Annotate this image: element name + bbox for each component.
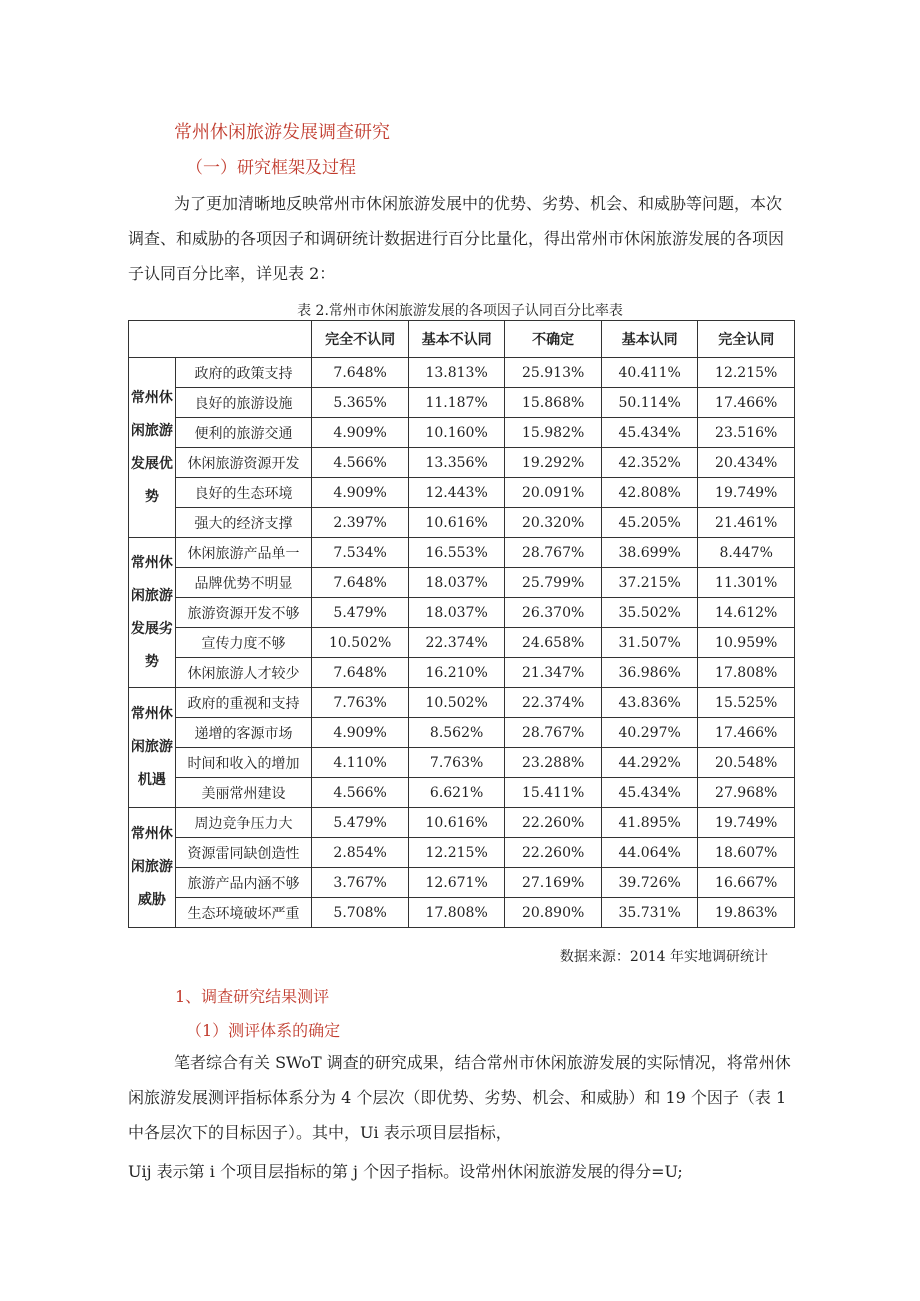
table-row [129, 508, 795, 538]
value-cell: 7.763% [408, 748, 505, 778]
value-cell: 10.502% [408, 688, 505, 718]
value-cell: 15.868% [505, 388, 602, 418]
intro-paragraph: 为了更加清晰地反映常州市休闲旅游发展中的优势、劣势、机会、和威胁等问题，本次调查、和威胁的各项因子和调研统计数据进行百分比量化，得出常州市休闲旅游发展的各项因子认同百分比率，详见表 2： [128, 194, 785, 283]
group-label: 常州休闲旅游机遇 [129, 688, 176, 808]
value-cell: 7.763% [312, 688, 409, 718]
value-cell: 50.114% [601, 388, 698, 418]
table-row [129, 598, 795, 628]
value-cell: 10.959% [698, 628, 795, 658]
factor-cell: 休闲旅游资源开发 [175, 448, 312, 478]
value-cell: 43.836% [601, 688, 698, 718]
table-row [129, 628, 795, 658]
value-cell: 4.566% [312, 448, 409, 478]
value-cell: 27.169% [505, 868, 602, 898]
table-header-blank [129, 321, 312, 358]
table-row [129, 778, 795, 808]
factor-cell: 生态环境破坏严重 [175, 898, 312, 928]
formula-line: Uij 表示第 i 个项目层指标的第 j 个因子指标。设常州休闲旅游发展的得分=U; [128, 1162, 683, 1181]
value-cell: 20.548% [698, 748, 795, 778]
value-cell: 21.461% [698, 508, 795, 538]
section-1-heading: 1、调查研究结果测评 [175, 987, 330, 1006]
value-cell: 8.447% [698, 538, 795, 568]
value-cell: 20.091% [505, 478, 602, 508]
value-cell: 4.909% [312, 478, 409, 508]
value-cell: 5.479% [312, 808, 409, 838]
column-header: 基本不认同 [408, 321, 505, 358]
value-cell: 12.671% [408, 868, 505, 898]
value-cell: 41.895% [601, 808, 698, 838]
value-cell: 25.799% [505, 568, 602, 598]
value-cell: 4.566% [312, 778, 409, 808]
column-header: 不确定 [505, 321, 602, 358]
value-cell: 22.260% [505, 838, 602, 868]
value-cell: 10.616% [408, 808, 505, 838]
group-label: 常州休闲旅游发展优势 [129, 358, 176, 538]
value-cell: 17.466% [698, 718, 795, 748]
factor-cell: 便利的旅游交通 [175, 418, 312, 448]
value-cell: 4.909% [312, 718, 409, 748]
value-cell: 35.731% [601, 898, 698, 928]
table-row [129, 358, 795, 388]
table-row [129, 418, 795, 448]
factor-cell: 良好的旅游设施 [175, 388, 312, 418]
value-cell: 21.347% [505, 658, 602, 688]
factor-cell: 资源雷同缺创造性 [175, 838, 312, 868]
value-cell: 5.708% [312, 898, 409, 928]
factor-cell: 旅游资源开发不够 [175, 598, 312, 628]
value-cell: 42.808% [601, 478, 698, 508]
factor-cell: 时间和收入的增加 [175, 748, 312, 778]
factor-cell: 周边竞争压力大 [175, 808, 312, 838]
value-cell: 18.037% [408, 568, 505, 598]
table-row [129, 538, 795, 568]
data-source-note: 数据来源：2014 年实地调研统计 [559, 949, 768, 965]
factor-cell: 美丽常州建设 [175, 778, 312, 808]
value-cell: 28.767% [505, 538, 602, 568]
value-cell: 31.507% [601, 628, 698, 658]
value-cell: 20.434% [698, 448, 795, 478]
value-cell: 20.890% [505, 898, 602, 928]
value-cell: 20.320% [505, 508, 602, 538]
section-heading: （一）研究框架及过程 [186, 158, 356, 178]
value-cell: 4.909% [312, 418, 409, 448]
value-cell: 6.621% [408, 778, 505, 808]
value-cell: 7.648% [312, 658, 409, 688]
table-row [129, 448, 795, 478]
value-cell: 17.466% [698, 388, 795, 418]
value-cell: 18.037% [408, 598, 505, 628]
value-cell: 16.553% [408, 538, 505, 568]
table-row [129, 718, 795, 748]
value-cell: 19.292% [505, 448, 602, 478]
table-row [129, 388, 795, 418]
value-cell: 3.767% [312, 868, 409, 898]
factor-cell: 品牌优势不明显 [175, 568, 312, 598]
value-cell: 14.612% [698, 598, 795, 628]
table-row [129, 748, 795, 778]
value-cell: 23.516% [698, 418, 795, 448]
value-cell: 16.210% [408, 658, 505, 688]
value-cell: 28.767% [505, 718, 602, 748]
value-cell: 2.397% [312, 508, 409, 538]
column-header: 基本认同 [601, 321, 698, 358]
value-cell: 15.411% [505, 778, 602, 808]
factor-cell: 递增的客源市场 [175, 718, 312, 748]
value-cell: 35.502% [601, 598, 698, 628]
value-cell: 7.648% [312, 568, 409, 598]
table-row [129, 868, 795, 898]
value-cell: 19.749% [698, 808, 795, 838]
value-cell: 22.374% [505, 688, 602, 718]
column-header: 完全不认同 [312, 321, 409, 358]
value-cell: 11.187% [408, 388, 505, 418]
table-header-row [129, 321, 795, 358]
value-cell: 7.534% [312, 538, 409, 568]
value-cell: 27.968% [698, 778, 795, 808]
value-cell: 25.913% [505, 358, 602, 388]
value-cell: 44.292% [601, 748, 698, 778]
value-cell: 17.808% [408, 898, 505, 928]
value-cell: 23.288% [505, 748, 602, 778]
value-cell: 5.479% [312, 598, 409, 628]
table-row [129, 808, 795, 838]
value-cell: 10.616% [408, 508, 505, 538]
table-row [129, 478, 795, 508]
group-label: 常州休闲旅游威胁 [129, 808, 176, 928]
factor-cell: 政府的政策支持 [175, 358, 312, 388]
value-cell: 36.986% [601, 658, 698, 688]
system-paragraph: 笔者综合有关 SWoT 调查的研究成果，结合常州市休闲旅游发展的实际情况，将常州休闲旅游发展测评指标体系分为 4 个层次（即优势、劣势、机会、和威胁）和 19 个因子（表 1 中各层次下的目标因子）。其中，Ui 表示项目层指标， [128, 1053, 791, 1142]
document-title: 常州休闲旅游发展调查研究 [174, 122, 390, 143]
value-cell: 45.434% [601, 778, 698, 808]
group-label: 常州休闲旅游发展劣势 [129, 538, 176, 688]
table-row [129, 898, 795, 928]
value-cell: 42.352% [601, 448, 698, 478]
value-cell: 12.443% [408, 478, 505, 508]
value-cell: 45.434% [601, 418, 698, 448]
table-row [129, 838, 795, 868]
factor-percentage-table [128, 320, 795, 928]
value-cell: 16.667% [698, 868, 795, 898]
value-cell: 40.297% [601, 718, 698, 748]
value-cell: 44.064% [601, 838, 698, 868]
column-header: 完全认同 [698, 321, 795, 358]
value-cell: 4.110% [312, 748, 409, 778]
factor-cell: 休闲旅游产品单一 [175, 538, 312, 568]
value-cell: 22.260% [505, 808, 602, 838]
value-cell: 18.607% [698, 838, 795, 868]
value-cell: 38.699% [601, 538, 698, 568]
table-caption: 表 2.常州市休闲旅游发展的各项因子认同百分比率表 [297, 303, 623, 319]
value-cell: 40.411% [601, 358, 698, 388]
value-cell: 10.502% [312, 628, 409, 658]
factor-cell: 政府的重视和支持 [175, 688, 312, 718]
factor-cell: 旅游产品内涵不够 [175, 868, 312, 898]
factor-cell: 休闲旅游人才较少 [175, 658, 312, 688]
table-row [129, 568, 795, 598]
factor-cell: 良好的生态环境 [175, 478, 312, 508]
value-cell: 17.808% [698, 658, 795, 688]
value-cell: 10.160% [408, 418, 505, 448]
value-cell: 13.813% [408, 358, 505, 388]
value-cell: 15.525% [698, 688, 795, 718]
value-cell: 15.982% [505, 418, 602, 448]
value-cell: 7.648% [312, 358, 409, 388]
value-cell: 12.215% [698, 358, 795, 388]
value-cell: 24.658% [505, 628, 602, 658]
value-cell: 19.749% [698, 478, 795, 508]
value-cell: 45.205% [601, 508, 698, 538]
table-row [129, 688, 795, 718]
value-cell: 12.215% [408, 838, 505, 868]
factor-cell: 宣传力度不够 [175, 628, 312, 658]
value-cell: 13.356% [408, 448, 505, 478]
table-row [129, 658, 795, 688]
value-cell: 5.365% [312, 388, 409, 418]
value-cell: 19.863% [698, 898, 795, 928]
value-cell: 2.854% [312, 838, 409, 868]
factor-cell: 强大的经济支撑 [175, 508, 312, 538]
value-cell: 8.562% [408, 718, 505, 748]
value-cell: 11.301% [698, 568, 795, 598]
value-cell: 39.726% [601, 868, 698, 898]
value-cell: 22.374% [408, 628, 505, 658]
value-cell: 37.215% [601, 568, 698, 598]
value-cell: 26.370% [505, 598, 602, 628]
subsection-heading: （1）测评体系的确定 [186, 1021, 341, 1040]
